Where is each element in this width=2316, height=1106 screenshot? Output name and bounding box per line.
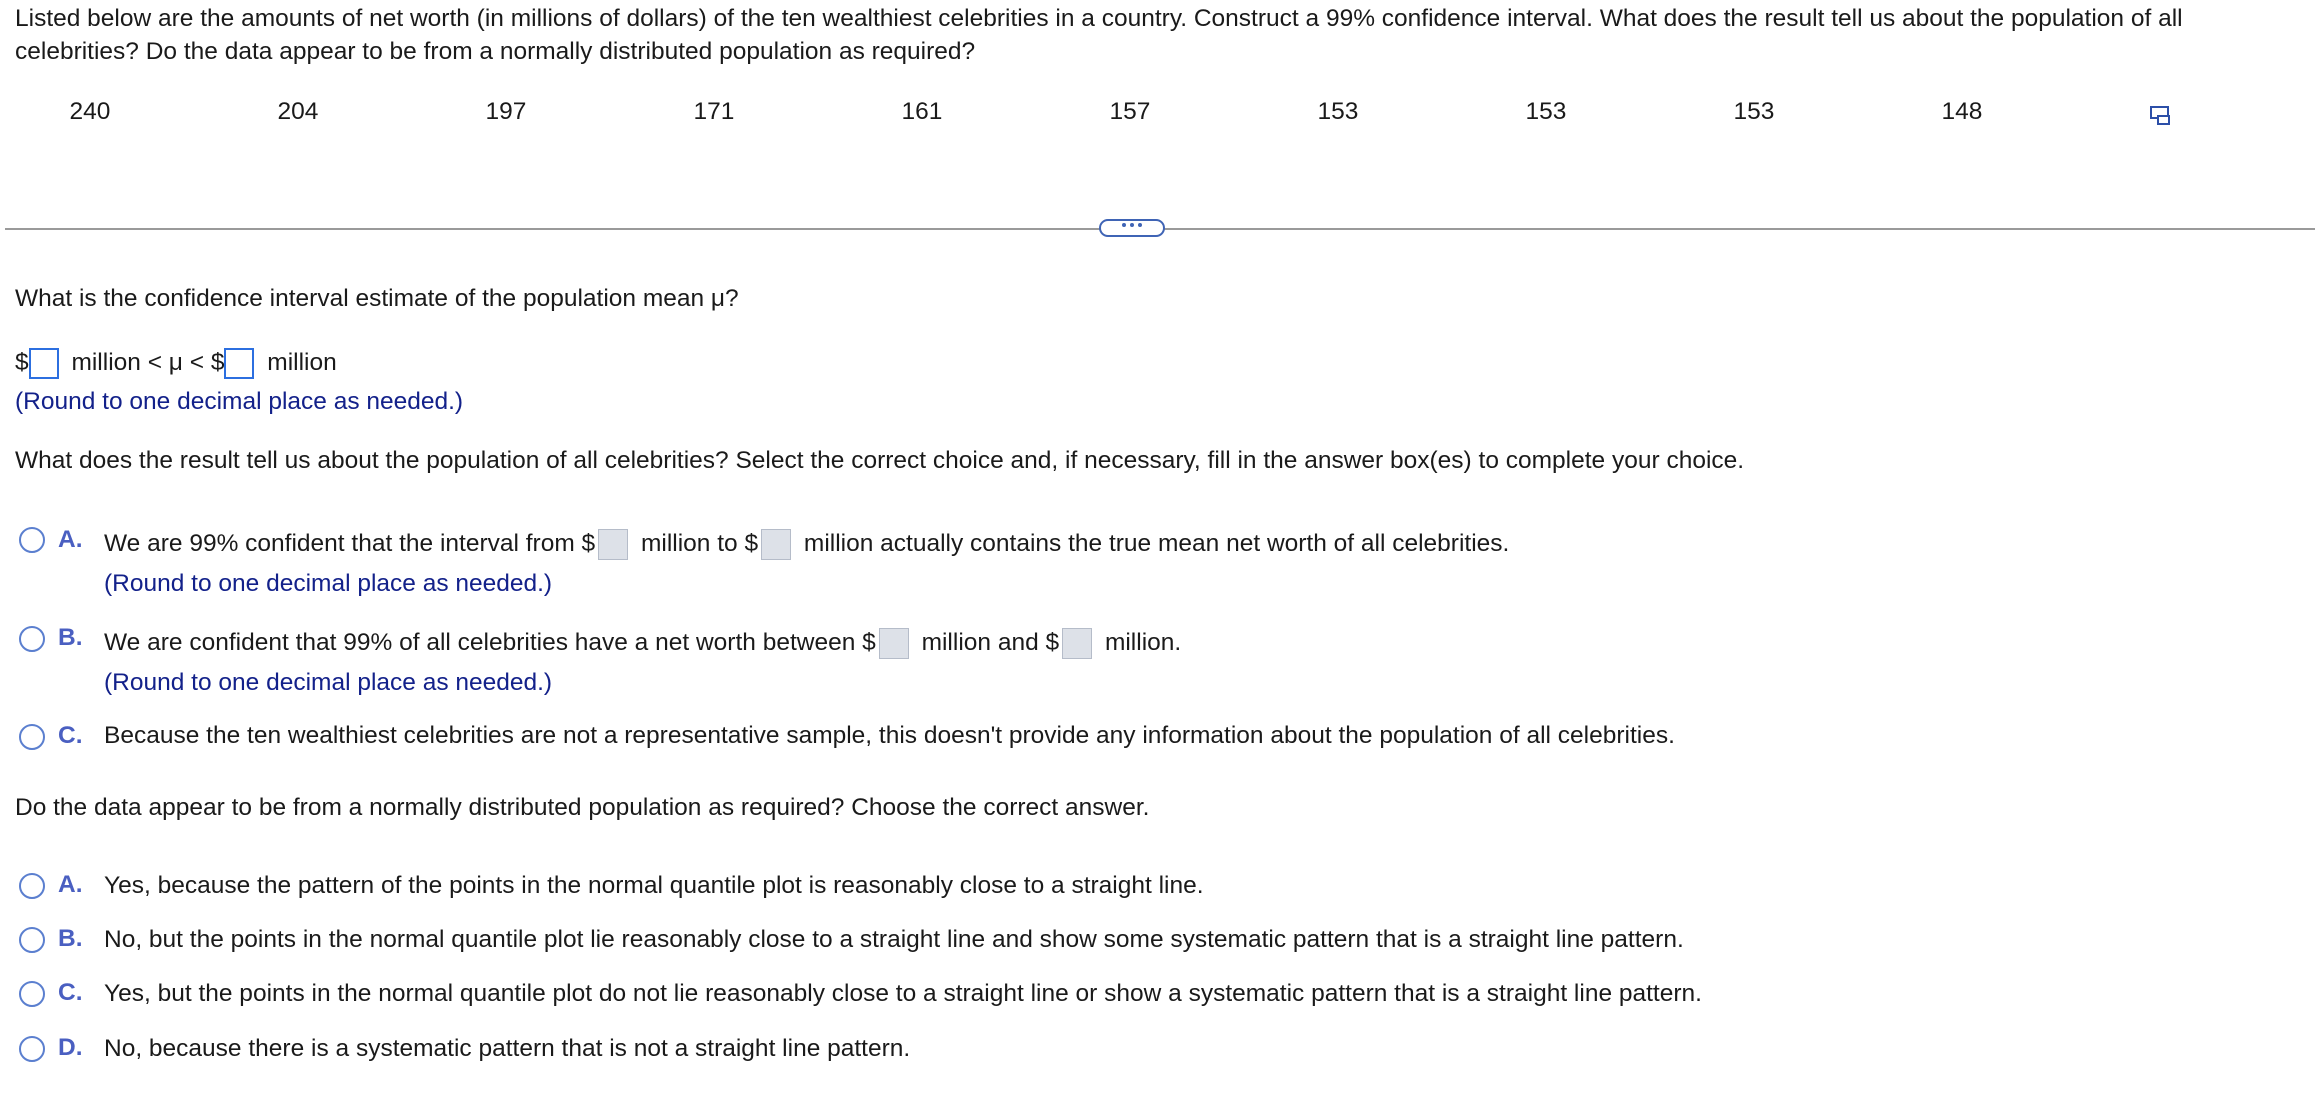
- option-text: million.: [1104, 628, 1182, 656]
- part2-option-c-letter: C.: [58, 722, 83, 749]
- option-b-upper-input[interactable]: [1062, 628, 1092, 659]
- question-intro: Listed below are the amounts of net worth (in millions of dollars) of the ten wealthiest celebrities in a country. Construct a 99% confidence interval. What does the result tell us about the population of all celebrities? Do the data appear to be from a normally distributed population as required?: [15, 5, 2183, 65]
- part3-option-b-letter: B.: [58, 925, 83, 952]
- part3-question: Do the data appear to be from a normally distributed population as required? Choose the correct answer.: [15, 794, 1150, 821]
- part2-option-b-radio[interactable]: [19, 626, 45, 652]
- part3-option-c-text: Yes, but the points in the normal quantile plot do not lie reasonably close to a straight line or show a systematic pattern that is a straight line pattern.: [104, 980, 1702, 1007]
- data-value: 197: [485, 98, 527, 125]
- part3-option-c-letter: C.: [58, 979, 83, 1006]
- option-a-upper-input[interactable]: [761, 529, 791, 560]
- part2-option-b-text: [104, 628, 1181, 659]
- part3-option-d-radio[interactable]: [19, 1036, 45, 1062]
- part2-option-b-letter: B.: [58, 624, 83, 651]
- part1-hint: (Round to one decimal place as needed.): [15, 388, 464, 415]
- copy-data-icon[interactable]: [2150, 104, 2172, 126]
- part2-question: What does the result tell us about the population of all celebrities? Select the correct choice and, if necessary, fill in the answer box(es) to complete your choice.: [15, 447, 1745, 474]
- part3-option-a-text: Yes, because the pattern of the points in the normal quantile plot is reasonably close to a straight line.: [104, 872, 1204, 899]
- interval-answer-row: [15, 348, 337, 379]
- part2-option-a-text: [104, 529, 1509, 560]
- data-value: 157: [1109, 98, 1151, 125]
- data-value: 153: [1733, 98, 1775, 125]
- data-value: 240: [69, 98, 111, 125]
- part3-option-a-letter: A.: [58, 871, 83, 898]
- interval-middle-text: million < μ < $: [71, 348, 225, 376]
- part2-option-b-hint: (Round to one decimal place as needed.): [104, 669, 553, 696]
- option-text: million actually contains the true mean net worth of all celebrities.: [803, 529, 1510, 557]
- part3-option-b-radio[interactable]: [19, 927, 45, 953]
- data-value: 204: [277, 98, 319, 125]
- part2-option-a-radio[interactable]: [19, 527, 45, 553]
- part3-option-a-radio[interactable]: [19, 873, 45, 899]
- data-value: 171: [693, 98, 735, 125]
- lower-bound-input[interactable]: [29, 348, 59, 379]
- upper-bound-input[interactable]: [224, 348, 254, 379]
- option-b-lower-input[interactable]: [879, 628, 909, 659]
- ellipsis-icon[interactable]: [1099, 219, 1165, 237]
- part3-option-b-text: No, but the points in the normal quantile plot lie reasonably close to a straight line and show some systematic pattern that is a straight line pattern.: [104, 926, 1684, 953]
- part3-option-d-text: No, because there is a systematic pattern that is not a straight line pattern.: [104, 1035, 911, 1062]
- option-text: We are confident that 99% of all celebrities have a net worth between $: [104, 628, 876, 656]
- part1-question: What is the confidence interval estimate of the population mean μ?: [15, 285, 739, 312]
- part2-option-c-text: Because the ten wealthiest celebrities are not a representative sample, this doesn't provide any information about the population of all celebrities.: [104, 722, 1675, 749]
- part3-option-d-letter: D.: [58, 1034, 83, 1061]
- data-value: 161: [901, 98, 943, 125]
- option-text: million to $: [641, 529, 759, 557]
- option-a-lower-input[interactable]: [598, 529, 628, 560]
- part3-option-c-radio[interactable]: [19, 981, 45, 1007]
- interval-end-text: million: [267, 348, 337, 376]
- data-value: 153: [1317, 98, 1359, 125]
- part2-option-a-letter: A.: [58, 526, 83, 553]
- data-value: 153: [1525, 98, 1567, 125]
- option-text: We are 99% confident that the interval from $: [104, 529, 596, 557]
- part2-option-a-hint: (Round to one decimal place as needed.): [104, 570, 553, 597]
- part2-option-c-radio[interactable]: [19, 724, 45, 750]
- dollar-sign: $: [15, 348, 29, 376]
- data-value: 148: [1941, 98, 1983, 125]
- option-text: million and $: [921, 628, 1060, 656]
